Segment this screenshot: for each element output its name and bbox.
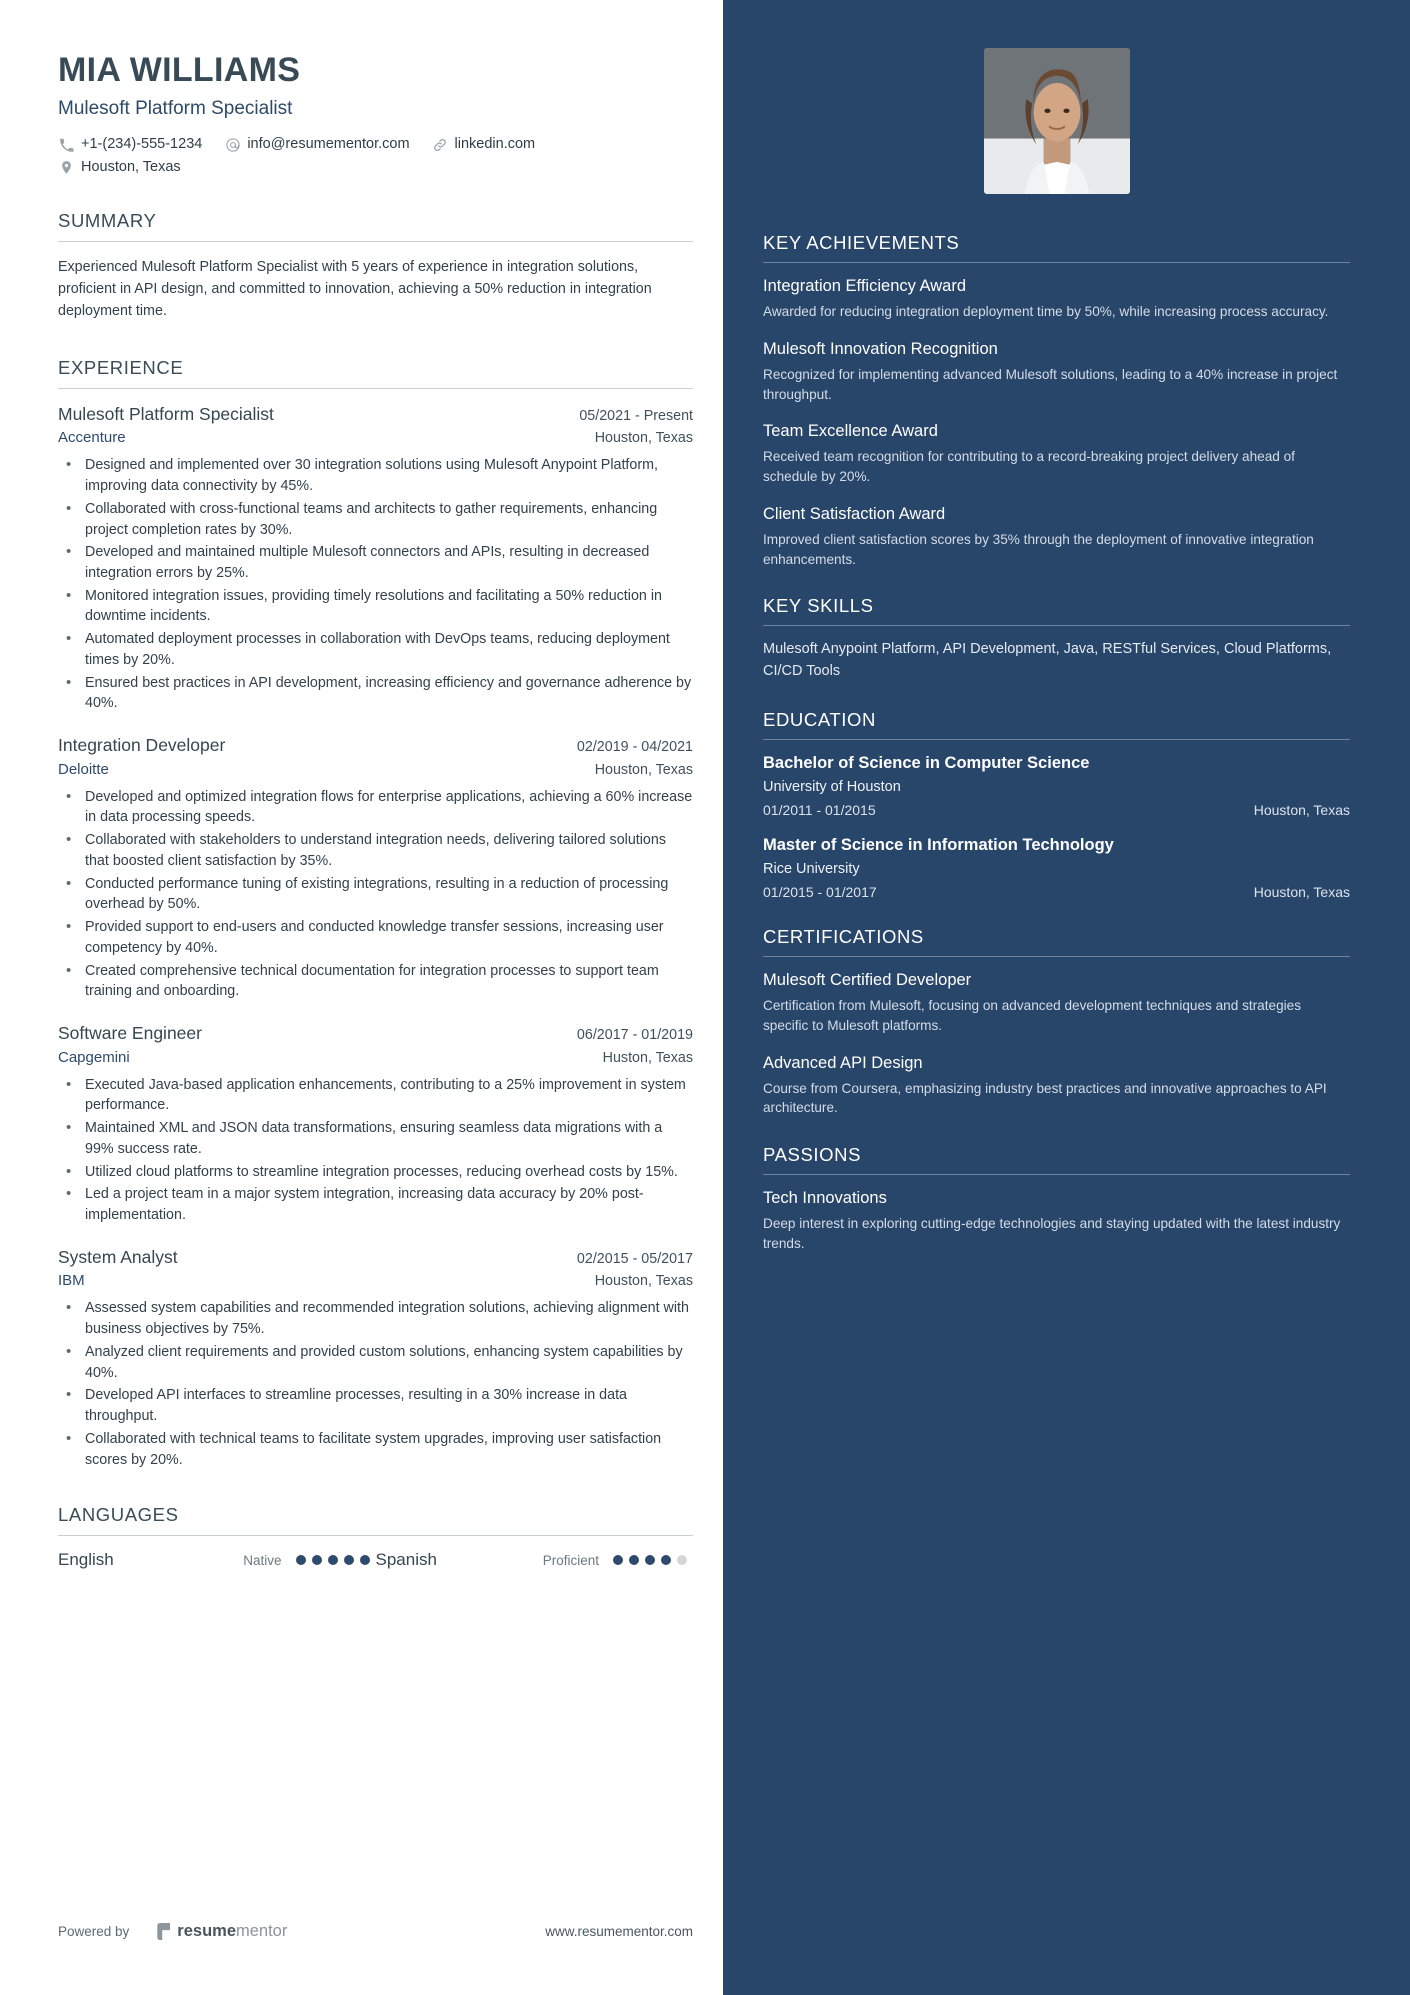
job-bullets	[58, 1075, 693, 1226]
email-icon	[224, 137, 241, 154]
job-bullet: • Led a project team in a major system integration, increasing data accuracy by 20% post-implementation.	[58, 1184, 693, 1225]
job-bullet: • Ensured best practices in API development, increasing efficiency and governance adherence by 40%.	[58, 673, 693, 714]
sidebar-column	[723, 0, 1410, 1995]
education-location: Houston, Texas	[1253, 884, 1350, 901]
skills-text: Mulesoft Anypoint Platform, API Development, Java, RESTful Services, Cloud Platforms, CI/CD Tools	[763, 641, 1332, 680]
education-degree: Master of Science in Information Technology	[763, 835, 1114, 854]
job-date: 02/2019 - 04/2021	[576, 739, 693, 756]
job-bullet: • Provided support to end-users and conducted knowledge transfer sessions, increasing user competency by 40%.	[58, 917, 693, 958]
sidebar-item	[763, 504, 1350, 570]
education-date: 01/2015 - 01/2017	[763, 884, 877, 901]
language-level: Native	[243, 1552, 282, 1568]
language-rating	[613, 1555, 693, 1565]
sidebar-item-heading: Mulesoft Innovation Recognition	[763, 339, 998, 358]
experience-item-header	[58, 1246, 693, 1269]
education-divider	[763, 739, 1350, 740]
experience-item-subheader	[58, 1272, 693, 1289]
job-bullet: • Developed API interfaces to streamline processes, resulting in a 30% increase in data throughput.	[58, 1385, 693, 1426]
education-school: Rice University	[763, 861, 860, 878]
languages-title: LANGUAGES	[58, 1504, 179, 1526]
job-bullet: • Conducted performance tuning of existing integrations, resulting in a reduction of processing overhead by 50%.	[58, 874, 693, 915]
job-bullet: • Created comprehensive technical documentation for integration processes to support team training and onboarding.	[58, 961, 693, 1002]
candidate-name: MIA WILLIAMS	[58, 51, 301, 89]
rating-dot	[677, 1555, 687, 1565]
education-school: University of Houston	[763, 778, 901, 795]
certifications-title: CERTIFICATIONS	[763, 926, 924, 948]
sidebar-item-body: Awarded for reducing integration deployment time by 50%, while increasing process accuracy.	[763, 304, 1329, 320]
sidebar-item	[763, 339, 1350, 405]
education-list	[763, 753, 1350, 900]
experience-section	[58, 357, 693, 1471]
languages-section	[58, 1504, 693, 1570]
footer-website: www.resumementor.com	[545, 1924, 693, 1939]
experience-divider	[58, 388, 693, 389]
education-date: 01/2011 - 01/2015	[763, 801, 876, 818]
logo-mark-icon	[157, 1923, 170, 1940]
experience-item-subheader	[58, 1049, 693, 1066]
summary-title: SUMMARY	[58, 210, 157, 232]
language-item	[376, 1550, 694, 1570]
sidebar-item-heading: Tech Innovations	[763, 1189, 887, 1208]
job-company: Deloitte	[58, 760, 109, 778]
job-bullet: • Collaborated with technical teams to facilitate system upgrades, improving user satisfaction scores by 20%.	[58, 1429, 693, 1470]
job-title: System Analyst	[58, 1246, 178, 1267]
contact-phone-text: +1-(234)-555-1234	[81, 136, 203, 153]
experience-list	[58, 403, 693, 1471]
job-bullet: • Assessed system capabilities and recommended integration solutions, achieving alignment with business objectives by 75%.	[58, 1298, 693, 1339]
job-date: 06/2017 - 01/2019	[576, 1026, 693, 1043]
job-title: Mulesoft Platform Specialist	[58, 403, 274, 424]
language-name: English	[58, 1550, 114, 1570]
job-bullet: • Maintained XML and JSON data transformations, ensuring seamless data migrations with a 99% success rate.	[58, 1118, 693, 1159]
languages-list	[58, 1550, 693, 1570]
experience-item-header	[58, 1022, 693, 1045]
sidebar-item	[763, 421, 1350, 487]
summary-divider	[58, 241, 693, 242]
job-bullet: • Designed and implemented over 30 integration solutions using Mulesoft Anypoint Platform, improving data connectivity by 45%.	[58, 455, 693, 496]
job-bullets	[58, 455, 693, 714]
powered-by-label: Powered by	[58, 1924, 130, 1939]
contact-info	[58, 136, 693, 176]
job-bullet: • Developed and optimized integration flows for enterprise applications, achieving a 60% increase in data processing speeds.	[58, 787, 693, 828]
job-company: Accenture	[58, 429, 126, 447]
sidebar-item-heading: Team Excellence Award	[763, 422, 938, 441]
achievements-section	[763, 232, 1350, 569]
logo-text-bold: resume	[177, 1922, 236, 1940]
job-bullet: • Utilized cloud platforms to streamline integration processes, reducing overhead costs by 15%.	[58, 1162, 693, 1183]
job-date: 05/2021 - Present	[579, 407, 693, 424]
contact-linkedin-text: linkedin.com	[454, 136, 536, 153]
language-level: Proficient	[542, 1552, 599, 1568]
experience-item	[58, 1022, 693, 1226]
experience-item-subheader	[58, 429, 693, 446]
skills-title: KEY SKILLS	[763, 595, 874, 617]
contact-line-location	[58, 159, 693, 176]
rating-dot	[661, 1555, 671, 1565]
certifications-divider	[763, 956, 1350, 957]
contact-location-text: Houston, Texas	[81, 158, 181, 175]
sidebar-item-body: Course from Coursera, emphasizing industry best practices and innovative approaches to API architecture.	[763, 1080, 1327, 1116]
job-title: Software Engineer	[58, 1022, 202, 1043]
job-location: Houston, Texas	[594, 761, 693, 778]
rating-dot	[328, 1555, 338, 1565]
experience-item	[58, 403, 693, 714]
languages-divider	[58, 1535, 693, 1536]
education-meta	[763, 802, 1350, 818]
passions-list	[763, 1188, 1350, 1254]
phone-icon	[58, 137, 75, 154]
experience-item-header	[58, 403, 693, 426]
sidebar-item-heading: Integration Efficiency Award	[763, 277, 967, 295]
sidebar-item	[763, 276, 1350, 322]
contact-location	[58, 159, 181, 176]
job-bullet: • Collaborated with cross-functional teams and architects to gather requirements, enhancing project completion rates by 30%.	[58, 499, 693, 540]
sidebar-item	[763, 970, 1350, 1036]
achievements-list	[763, 276, 1350, 569]
location-pin-icon	[58, 159, 75, 176]
certifications-section	[763, 926, 1350, 1118]
candidate-photo	[984, 48, 1130, 194]
rating-dot	[645, 1555, 655, 1565]
job-bullet: • Analyzed client requirements and provided custom solutions, enhancing system capabilities by 40%.	[58, 1342, 693, 1383]
job-location: Huston, Texas	[602, 1049, 693, 1066]
sidebar-item-heading: Mulesoft Certified Developer	[763, 971, 972, 990]
sidebar-item-body: Deep interest in exploring cutting-edge technologies and staying updated with the latest industry trends.	[763, 1216, 1341, 1251]
job-company: Capgemini	[58, 1048, 130, 1066]
achievements-title: KEY ACHIEVEMENTS	[763, 232, 960, 253]
candidate-role: Mulesoft Platform Specialist	[58, 98, 293, 120]
education-item	[763, 753, 1350, 818]
achievements-divider	[763, 262, 1350, 263]
contact-email-text: info@resumementor.com	[247, 136, 410, 153]
job-bullet: • Developed and maintained multiple Mulesoft connectors and APIs, resulting in decreased integration errors by 25%.	[58, 542, 693, 583]
job-bullets	[58, 1298, 693, 1470]
rating-dot	[312, 1555, 322, 1565]
avatar-illustration	[984, 48, 1130, 194]
experience-item	[58, 734, 693, 1002]
passions-section	[763, 1144, 1350, 1254]
job-bullet: • Automated deployment processes in collaboration with DevOps teams, reducing deployment times by 20%.	[58, 629, 693, 670]
education-location: Houston, Texas	[1253, 801, 1350, 818]
contact-linkedin[interactable]	[432, 136, 536, 153]
certifications-list	[763, 970, 1350, 1118]
experience-item-header	[58, 734, 693, 757]
sidebar-item-body: Recognized for implementing advanced Mulesoft solutions, leading to a 40% increase in project throughput.	[763, 366, 1338, 402]
sidebar-item	[763, 1188, 1350, 1254]
job-bullets	[58, 787, 693, 1002]
job-location: Houston, Texas	[594, 430, 693, 447]
sidebar-item	[763, 1053, 1350, 1119]
rating-dot	[613, 1555, 623, 1565]
sidebar-item-body: Received team recognition for contributing to a record-breaking project delivery ahead of schedule by 20%.	[763, 449, 1295, 485]
passions-title: PASSIONS	[763, 1144, 862, 1166]
skills-divider	[763, 625, 1350, 626]
education-degree: Bachelor of Science in Computer Science	[763, 753, 1090, 772]
education-meta	[763, 884, 1350, 900]
sidebar-item-heading: Advanced API Design	[763, 1053, 923, 1072]
job-bullet: • Monitored integration issues, providing timely resolutions and facilitating a 50% reduction in downtime incidents.	[58, 586, 693, 627]
logo-text-light: mentor	[236, 1922, 288, 1940]
photo-container	[763, 48, 1350, 194]
summary-text: Experienced Mulesoft Platform Specialist with 5 years of experience in integration solutions, proficient in API design, and committed to innovation, achieving a 50% reduction in integration deployment time.	[58, 259, 652, 320]
experience-item	[58, 1246, 693, 1471]
sidebar-item-body: Certification from Mulesoft, focusing on advanced development techniques and strategies specific to Mulesoft platforms.	[763, 998, 1302, 1033]
contact-line-primary	[58, 136, 693, 153]
job-location: Houston, Texas	[594, 1273, 693, 1290]
job-date: 02/2015 - 05/2017	[576, 1250, 693, 1267]
contact-email[interactable]	[224, 136, 409, 153]
education-item	[763, 835, 1350, 900]
resumementor-logo	[157, 1922, 287, 1941]
education-title: EDUCATION	[763, 708, 876, 730]
sidebar-item-heading: Client Satisfaction Award	[763, 504, 946, 523]
experience-item-subheader	[58, 761, 693, 778]
sidebar-item-body: Improved client satisfaction scores by 35% through the deployment of innovative integration enhancements.	[763, 531, 1314, 567]
link-icon	[432, 137, 449, 154]
contact-phone[interactable]	[58, 136, 202, 153]
footer	[58, 1922, 693, 1941]
rating-dot	[360, 1555, 370, 1565]
education-section	[763, 709, 1350, 900]
job-title: Integration Developer	[58, 735, 226, 756]
rating-dot	[296, 1555, 306, 1565]
language-rating	[296, 1555, 376, 1565]
skills-section	[763, 595, 1350, 683]
job-bullet: • Executed Java-based application enhancements, contributing to a 25% improvement in system performance.	[58, 1075, 693, 1116]
passions-divider	[763, 1174, 1350, 1175]
language-name: Spanish	[375, 1550, 437, 1570]
language-item	[58, 1550, 376, 1570]
rating-dot	[629, 1555, 639, 1565]
summary-section	[58, 210, 693, 322]
experience-title: EXPERIENCE	[58, 356, 184, 378]
job-bullet: • Collaborated with stakeholders to understand integration needs, delivering tailored solutions that boosted client satisfaction by 35%.	[58, 830, 693, 871]
job-company: IBM	[58, 1272, 85, 1290]
rating-dot	[344, 1555, 354, 1565]
